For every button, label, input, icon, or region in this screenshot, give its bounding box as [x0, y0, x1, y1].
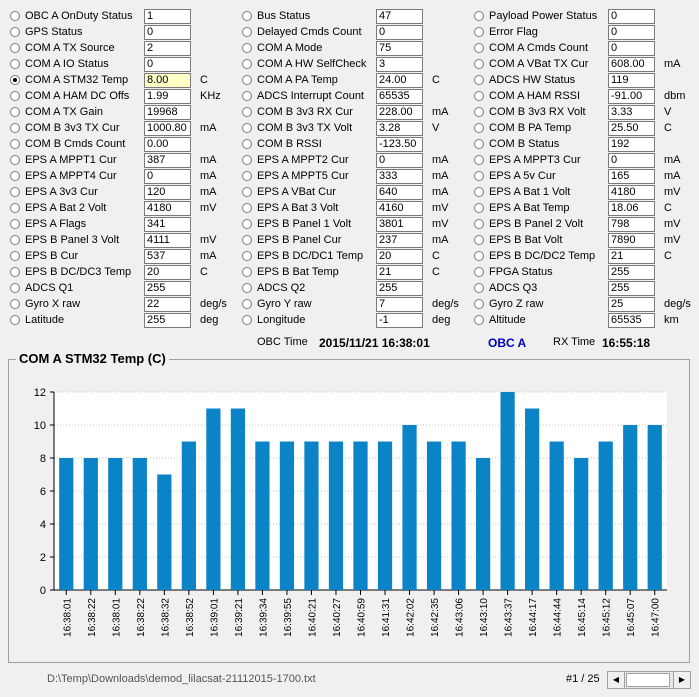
param-unit: mA: [664, 154, 681, 166]
param-label: EPS B Cur: [25, 250, 79, 262]
param-label: COM A STM32 Temp: [25, 74, 129, 86]
param-radio[interactable]: [10, 59, 20, 69]
param-label: COM B PA Temp: [489, 122, 572, 134]
param-label: ADCS HW Status: [489, 74, 576, 86]
param-radio[interactable]: [10, 235, 20, 245]
bar-chart: [9, 370, 689, 660]
param-value-field: 65535: [376, 89, 423, 104]
param-value-field: 0: [608, 41, 655, 56]
x-tick-label: 16:43:10: [479, 598, 491, 637]
param-radio[interactable]: [474, 123, 484, 133]
param-unit: mA: [200, 170, 217, 182]
param-unit: C: [432, 250, 440, 262]
param-value-field: 75: [376, 41, 423, 56]
param-label: EPS B DC/DC3 Temp: [25, 266, 132, 278]
param-value-field: 18.06: [608, 201, 655, 216]
param-unit: mV: [664, 218, 681, 230]
x-tick-label: 16:44:44: [552, 598, 564, 637]
param-label: EPS A MPPT5 Cur: [257, 170, 349, 182]
param-radio[interactable]: [474, 11, 484, 21]
x-tick-label: 16:43:37: [503, 598, 515, 637]
param-radio[interactable]: [242, 299, 252, 309]
param-radio[interactable]: [474, 267, 484, 277]
param-value-field: 0: [144, 25, 191, 40]
param-radio[interactable]: [242, 155, 252, 165]
param-radio[interactable]: [242, 43, 252, 53]
bar: [182, 442, 196, 591]
param-value-field: 1: [144, 9, 191, 24]
x-tick-label: 16:42:02: [405, 598, 417, 637]
param-unit: C: [200, 266, 208, 278]
param-radio[interactable]: [242, 187, 252, 197]
param-value-field: -123.50: [376, 137, 423, 152]
param-label: EPS A MPPT2 Cur: [257, 154, 349, 166]
param-value-field: 165: [608, 169, 655, 184]
x-tick-label: 16:40:59: [356, 598, 368, 637]
param-radio[interactable]: [10, 315, 20, 325]
param-label: Longitude: [257, 314, 306, 326]
param-label: OBC A OnDuty Status: [25, 10, 133, 22]
param-label: EPS A 3v3 Cur: [25, 186, 98, 198]
param-label: Error Flag: [489, 26, 538, 38]
param-radio[interactable]: [242, 171, 252, 181]
param-value-field: 237: [376, 233, 423, 248]
param-label: EPS B Panel 2 Volt: [489, 218, 584, 230]
obc-time-value: 2015/11/21 16:38:01: [319, 336, 430, 350]
rx-time-value: 16:55:18: [602, 336, 651, 350]
bar: [280, 442, 294, 591]
param-value-field: 192: [608, 137, 655, 152]
param-value-field: 65535: [608, 313, 655, 328]
param-unit: mA: [200, 122, 217, 134]
param-radio[interactable]: [474, 43, 484, 53]
param-label: Bus Status: [257, 10, 311, 22]
bar: [451, 442, 465, 591]
param-label: EPS A MPPT4 Cur: [25, 170, 117, 182]
param-value-field: 8.00: [144, 73, 191, 88]
param-label: COM B 3v3 TX Volt: [257, 122, 353, 134]
param-radio[interactable]: [474, 187, 484, 197]
param-value-field: 21: [608, 249, 655, 264]
param-value-field: 0: [376, 25, 423, 40]
param-radio[interactable]: [10, 11, 20, 21]
param-value-field: 4180: [144, 201, 191, 216]
param-unit: V: [664, 106, 672, 118]
bar: [599, 442, 613, 591]
x-tick-label: 16:40:21: [307, 598, 319, 637]
param-radio[interactable]: [474, 75, 484, 85]
param-label: COM A IO Status: [25, 58, 109, 70]
param-radio[interactable]: [242, 11, 252, 21]
param-unit: deg: [432, 314, 451, 326]
param-radio[interactable]: [474, 235, 484, 245]
bar: [329, 442, 343, 591]
param-value-field: 4111: [144, 233, 191, 248]
param-value-field: 333: [376, 169, 423, 184]
param-radio[interactable]: [474, 219, 484, 229]
param-label: COM A TX Gain: [25, 106, 104, 118]
param-unit: mV: [432, 202, 449, 214]
param-value-field: 0: [376, 153, 423, 168]
param-label: Latitude: [25, 314, 65, 326]
obc-name: OBC A: [488, 336, 527, 350]
param-label: COM A HW SelfCheck: [257, 58, 367, 70]
param-value-field: 255: [144, 281, 191, 296]
param-value-field: 0: [608, 153, 655, 168]
param-value-field: 798: [608, 217, 655, 232]
x-tick-label: 16:43:06: [454, 598, 466, 637]
param-radio[interactable]: [10, 299, 20, 309]
param-radio[interactable]: [10, 43, 20, 53]
param-label: ADCS Q1: [25, 282, 74, 294]
param-radio[interactable]: [474, 139, 484, 149]
bar: [525, 409, 539, 591]
x-tick-label: 16:39:34: [258, 598, 270, 637]
param-value-field: 25: [608, 297, 655, 312]
param-radio[interactable]: [10, 139, 20, 149]
param-radio[interactable]: [10, 283, 20, 293]
bar: [59, 458, 73, 590]
chart-title: COM A STM32 Temp (C): [16, 351, 169, 366]
page-indicator: #1 / 25: [566, 673, 600, 685]
param-unit: mV: [200, 234, 217, 246]
param-radio[interactable]: [474, 283, 484, 293]
x-tick-label: 16:45:07: [626, 598, 638, 637]
param-unit: deg: [200, 314, 219, 326]
param-radio[interactable]: [10, 27, 20, 37]
param-unit: C: [664, 250, 672, 262]
param-label: ADCS Q3: [489, 282, 538, 294]
param-label: EPS B Panel 3 Volt: [25, 234, 120, 246]
param-label: Gyro Y raw: [257, 298, 312, 310]
param-label: GPS Status: [25, 26, 83, 38]
x-tick-label: 16:40:27: [331, 598, 343, 637]
param-unit: mA: [432, 106, 449, 118]
x-tick-label: 16:45:14: [577, 598, 589, 637]
param-label: COM B 3v3 TX Cur: [25, 122, 120, 134]
param-unit: mA: [432, 186, 449, 198]
rx-time-label: RX Time: [553, 336, 596, 348]
param-unit: mA: [432, 234, 449, 246]
param-radio[interactable]: [10, 75, 20, 85]
bar: [304, 442, 318, 591]
bar: [231, 409, 245, 591]
param-label: EPS B Bat Temp: [257, 266, 339, 278]
bar: [550, 442, 564, 591]
param-value-field: 20: [144, 265, 191, 280]
param-radio[interactable]: [242, 315, 252, 325]
param-value-field: 4180: [608, 185, 655, 200]
param-radio[interactable]: [10, 91, 20, 101]
arrow-left-icon: ◀: [612, 675, 620, 684]
param-label: EPS A 5v Cur: [489, 170, 556, 182]
param-radio[interactable]: [242, 139, 252, 149]
x-tick-label: 16:39:21: [233, 598, 245, 637]
y-tick-label: 2: [39, 552, 46, 564]
param-value-field: 21: [376, 265, 423, 280]
param-label: ADCS Q2: [257, 282, 306, 294]
param-radio[interactable]: [474, 155, 484, 165]
param-value-field: 0: [608, 9, 655, 24]
x-tick-label: 16:44:17: [528, 598, 540, 637]
param-value-field: 25.50: [608, 121, 655, 136]
bar: [108, 458, 122, 590]
param-unit: C: [200, 74, 208, 86]
param-label: EPS A MPPT3 Cur: [489, 154, 581, 166]
param-value-field: 3: [376, 57, 423, 72]
param-unit: deg/s: [664, 298, 691, 310]
param-unit: mA: [200, 250, 217, 262]
bar: [648, 425, 662, 590]
param-radio[interactable]: [474, 171, 484, 181]
param-value-field: 3801: [376, 217, 423, 232]
param-unit: dbm: [664, 90, 686, 102]
param-label: COM B 3v3 RX Volt: [489, 106, 586, 118]
param-unit: KHz: [200, 90, 221, 102]
param-label: COM A PA Temp: [257, 74, 338, 86]
param-unit: C: [664, 122, 672, 134]
param-radio[interactable]: [242, 235, 252, 245]
param-label: EPS A Bat 3 Volt: [257, 202, 339, 214]
param-value-field: 3.33: [608, 105, 655, 120]
param-unit: mA: [200, 154, 217, 166]
x-tick-label: 16:47:00: [650, 598, 662, 637]
param-value-field: 24.00: [376, 73, 423, 88]
param-value-field: 0: [144, 169, 191, 184]
param-radio[interactable]: [10, 251, 20, 261]
param-unit: mA: [432, 170, 449, 182]
param-unit: mV: [664, 234, 681, 246]
param-value-field: -91.00: [608, 89, 655, 104]
param-label: ADCS Interrupt Count: [257, 90, 364, 102]
param-radio[interactable]: [10, 107, 20, 117]
param-value-field: 19968: [144, 105, 191, 120]
param-label: COM B Status: [489, 138, 560, 150]
bar: [623, 425, 637, 590]
x-tick-label: 16:38:22: [86, 598, 98, 637]
bar: [84, 458, 98, 590]
param-radio[interactable]: [242, 75, 252, 85]
param-unit: C: [432, 74, 440, 86]
param-value-field: 1.99: [144, 89, 191, 104]
param-label: COM A VBat TX Cur: [489, 58, 589, 70]
x-tick-label: 16:45:12: [601, 598, 613, 637]
param-radio[interactable]: [10, 219, 20, 229]
param-label: EPS A Bat 1 Volt: [489, 186, 571, 198]
param-radio[interactable]: [10, 267, 20, 277]
param-unit: mA: [664, 170, 681, 182]
param-label: Payload Power Status: [489, 10, 598, 22]
x-tick-label: 16:38:22: [135, 598, 147, 637]
param-label: EPS A Bat 2 Volt: [25, 202, 107, 214]
param-value-field: 22: [144, 297, 191, 312]
param-label: Altitude: [489, 314, 526, 326]
bar: [427, 442, 441, 591]
param-label: EPS B Bat Volt: [489, 234, 563, 246]
param-radio[interactable]: [10, 155, 20, 165]
param-label: COM A TX Source: [25, 42, 115, 54]
param-value-field: 0: [608, 25, 655, 40]
param-label: EPS A Flags: [25, 218, 87, 230]
param-radio[interactable]: [474, 203, 484, 213]
x-tick-label: 16:39:01: [209, 598, 221, 637]
param-value-field: -1: [376, 313, 423, 328]
param-label: EPS A MPPT1 Cur: [25, 154, 117, 166]
param-label: COM A HAM DC Offs: [25, 90, 130, 102]
param-value-field: 1000.80: [144, 121, 191, 136]
param-value-field: 7890: [608, 233, 655, 248]
obc-time-label: OBC Time: [257, 336, 308, 348]
param-value-field: 387: [144, 153, 191, 168]
param-label: Gyro Z raw: [489, 298, 544, 310]
param-label: EPS A VBat Cur: [257, 186, 336, 198]
param-label: EPS B Panel 1 Volt: [257, 218, 352, 230]
param-unit: deg/s: [432, 298, 459, 310]
y-tick-label: 8: [39, 453, 46, 465]
y-tick-label: 0: [39, 585, 46, 597]
x-tick-label: 16:39:55: [282, 598, 294, 637]
param-radio[interactable]: [242, 123, 252, 133]
param-value-field: 3.28: [376, 121, 423, 136]
param-value-field: 20: [376, 249, 423, 264]
param-label: COM B RSSI: [257, 138, 322, 150]
param-label: Delayed Cmds Count: [257, 26, 362, 38]
param-label: EPS A Bat Temp: [489, 202, 570, 214]
param-unit: km: [664, 314, 679, 326]
x-tick-label: 16:38:01: [111, 598, 123, 637]
param-radio[interactable]: [474, 251, 484, 261]
param-radio[interactable]: [242, 27, 252, 37]
x-tick-label: 16:42:35: [430, 598, 442, 637]
param-radio[interactable]: [242, 251, 252, 261]
bar: [402, 425, 416, 590]
param-radio[interactable]: [10, 123, 20, 133]
param-label: EPS B Panel Cur: [257, 234, 342, 246]
param-value-field: 120: [144, 185, 191, 200]
param-value-field: 341: [144, 217, 191, 232]
y-tick-label: 6: [39, 486, 46, 498]
param-label: COM A Mode: [257, 42, 323, 54]
param-value-field: 2: [144, 41, 191, 56]
param-label: COM A Cmds Count: [489, 42, 589, 54]
param-radio[interactable]: [474, 59, 484, 69]
bar: [378, 442, 392, 591]
param-value-field: 255: [376, 281, 423, 296]
param-radio[interactable]: [474, 27, 484, 37]
param-value-field: 7: [376, 297, 423, 312]
param-radio[interactable]: [474, 315, 484, 325]
param-value-field: 537: [144, 249, 191, 264]
param-label: COM A HAM RSSI: [489, 90, 581, 102]
param-value-field: 608.00: [608, 57, 655, 72]
param-radio[interactable]: [10, 187, 20, 197]
bar: [133, 458, 147, 590]
page-scrollbar[interactable]: [607, 671, 691, 689]
y-tick-label: 4: [39, 519, 46, 531]
param-unit: mA: [432, 154, 449, 166]
param-unit: C: [664, 202, 672, 214]
y-tick-label: 10: [33, 420, 46, 432]
param-radio[interactable]: [242, 59, 252, 69]
param-radio[interactable]: [10, 171, 20, 181]
param-radio[interactable]: [242, 219, 252, 229]
param-unit: mA: [664, 58, 681, 70]
param-value-field: 255: [608, 281, 655, 296]
bar: [255, 442, 269, 591]
param-radio[interactable]: [242, 107, 252, 117]
y-tick-label: 12: [33, 387, 46, 399]
param-unit: mV: [200, 202, 217, 214]
param-value-field: 47: [376, 9, 423, 24]
param-radio[interactable]: [474, 107, 484, 117]
bar: [353, 442, 367, 591]
param-radio[interactable]: [474, 91, 484, 101]
param-value-field: 0: [144, 57, 191, 72]
param-label: Gyro X raw: [25, 298, 81, 310]
bar: [574, 458, 588, 590]
bar: [476, 458, 490, 590]
param-unit: deg/s: [200, 298, 227, 310]
param-value-field: 4160: [376, 201, 423, 216]
bar: [157, 475, 171, 591]
param-unit: V: [432, 122, 440, 134]
bar: [501, 392, 515, 590]
param-value-field: 640: [376, 185, 423, 200]
x-tick-label: 16:38:52: [184, 598, 196, 637]
param-label: COM B Cmds Count: [25, 138, 126, 150]
param-unit: mA: [200, 186, 217, 198]
param-radio[interactable]: [474, 299, 484, 309]
param-unit: mV: [664, 186, 681, 198]
scroll-thumb[interactable]: [626, 673, 670, 687]
scroll-left-button[interactable]: [608, 672, 625, 688]
param-radio[interactable]: [242, 267, 252, 277]
param-radio[interactable]: [242, 203, 252, 213]
param-value-field: 255: [608, 265, 655, 280]
param-unit: mV: [432, 218, 449, 230]
param-label: EPS B DC/DC2 Temp: [489, 250, 596, 262]
param-label: FPGA Status: [489, 266, 553, 278]
scroll-right-button[interactable]: [673, 672, 690, 688]
param-radio[interactable]: [242, 91, 252, 101]
param-value-field: 119: [608, 73, 655, 88]
param-label: EPS B DC/DC1 Temp: [257, 250, 364, 262]
file-path: D:\Temp\Downloads\demod_lilacsat-21112015-1700.txt: [47, 673, 316, 685]
param-value-field: 0.00: [144, 137, 191, 152]
param-label: COM B 3v3 RX Cur: [257, 106, 353, 118]
arrow-right-icon: ▶: [678, 675, 686, 684]
bar: [206, 409, 220, 591]
param-radio[interactable]: [242, 283, 252, 293]
x-tick-label: 16:38:01: [62, 598, 74, 637]
param-value-field: 228.00: [376, 105, 423, 120]
param-value-field: 255: [144, 313, 191, 328]
param-radio[interactable]: [10, 203, 20, 213]
param-unit: C: [432, 266, 440, 278]
x-tick-label: 16:41:31: [381, 598, 393, 637]
x-tick-label: 16:38:32: [160, 598, 172, 637]
